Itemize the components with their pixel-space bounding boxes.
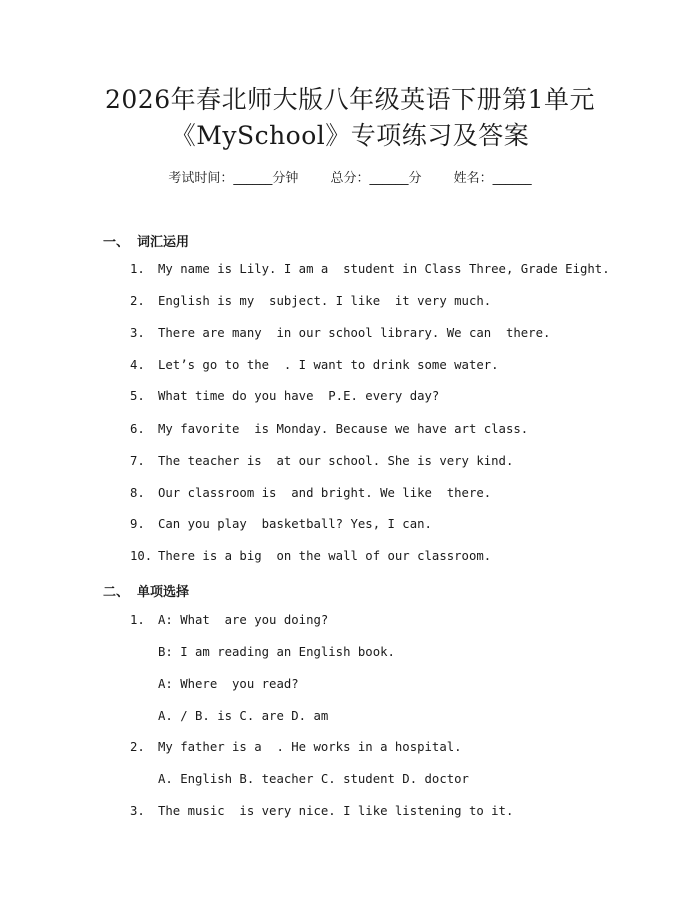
section-heading-multiple-choice [103,581,189,600]
question [130,804,513,818]
question-text: Let’s go to the . I want to drink some water. [158,358,499,372]
question [130,389,439,403]
question-number: 6. [130,422,145,436]
question-text: English is my subject. I like it very much. [158,294,492,308]
dialogue-line: B: I am reading an English book. [158,645,395,659]
section-title: 词汇运用 [137,235,190,250]
question-number: 10. [130,549,153,563]
question-text: What time do you have P.E. every day? [158,389,440,403]
answer-options: A. English B. teacher C. student D. doctor [158,772,469,786]
question-text: There is a big on the wall of our classroom. [158,549,492,563]
question-text: The teacher is at our school. She is very kind. [158,454,514,468]
question-number: 3. [130,326,145,340]
section-heading-vocabulary [103,231,189,250]
question-text: A: What are you doing? [158,613,329,627]
exam-info [0,167,700,186]
question-number: 7. [130,454,145,468]
section-title: 单项选择 [137,585,190,600]
question-text: The music is very nice. I like listening to it. [158,804,514,818]
question-number: 9. [130,517,145,531]
question [130,517,432,531]
student-name: 姓名：______ [453,171,532,186]
question [130,262,610,276]
question [130,454,513,468]
exam-time: 考试时间：______分钟 [168,171,299,186]
question-text: Our classroom is and bright. We like there. [158,486,492,500]
question-text: My name is Lily. I am a student in Class Three, Grade Eight. [158,262,610,276]
question-number: 1. [130,262,145,276]
question-number: 4. [130,358,145,372]
question-text: My father is a . He works in a hospital. [158,740,462,754]
question-number: 2. [130,740,145,754]
question [130,486,491,500]
question-number: 2. [130,294,145,308]
question [130,358,499,372]
question [130,422,528,436]
question-number: 3. [130,804,145,818]
answer-options: A. / B. is C. are D. am [158,709,329,723]
question [130,740,462,754]
page-title-line1: 2026年春北师大版八年级英语下册第1单元 [104,85,596,114]
question [130,294,491,308]
dialogue-line: A: Where you read? [158,677,299,691]
question-number: 1. [130,613,145,627]
question-number: 8. [130,486,145,500]
question-text: There are many in our school library. We can there. [158,326,551,340]
total-score: 总分：______分 [330,171,422,186]
question-text: Can you play basketball? Yes, I can. [158,517,432,531]
section-number: 一、 [103,235,130,250]
section-number: 二、 [103,585,130,600]
question-number: 5. [130,389,145,403]
page-title-line2: 《MySchool》专项练习及答案 [170,121,530,150]
question-text: My favorite is Monday. Because we have art class. [158,422,529,436]
question [130,326,550,340]
question [130,613,328,627]
question [130,549,491,563]
